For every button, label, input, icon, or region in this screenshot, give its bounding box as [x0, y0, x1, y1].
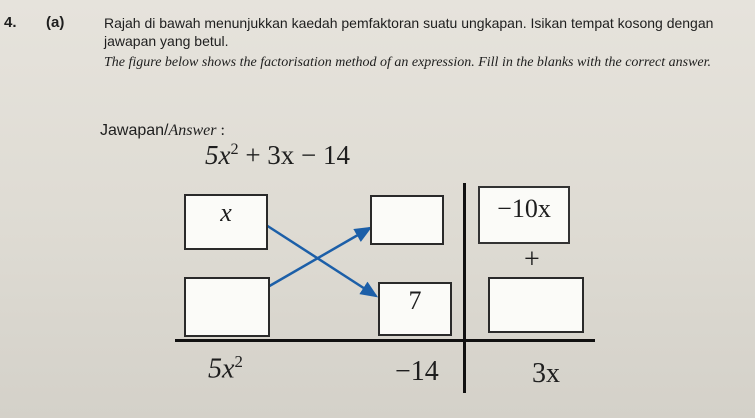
plus-sign: + — [524, 244, 540, 275]
result-mid: −14 — [395, 356, 439, 387]
question-number: 4. — [4, 14, 17, 31]
expression-term-a: 5x — [205, 140, 231, 170]
product-top-coeff: −10x — [497, 194, 551, 223]
answer-label-colon: : — [216, 122, 225, 139]
instruction-english: The figure below shows the factorisation method of an expression. Fill in the blanks with the correct answer. — [104, 55, 712, 70]
arrow-bottom-to-top — [266, 228, 370, 288]
factor-box-bottom-left[interactable] — [184, 277, 270, 337]
expression-exponent: 2 — [230, 140, 239, 158]
result-left-exponent: 2 — [234, 352, 243, 371]
instruction-malay-line2: jawapan yang betul. — [104, 33, 229, 49]
expression-rest: + 3x − 14 — [238, 140, 351, 170]
result-left — [208, 352, 243, 385]
vertical-divider — [463, 183, 466, 393]
factor-box-top-right[interactable] — [370, 195, 444, 245]
product-box-bottom[interactable] — [488, 277, 584, 333]
result-right: 3x — [532, 358, 560, 389]
product-top — [478, 194, 570, 224]
instruction-malay-line1: Rajah di bawah menunjukkan kaedah pemfaktoran suatu ungkapan. Isikan tempat kosong dengan — [104, 15, 714, 31]
answer-label-malay: Jawapan/ — [100, 122, 169, 139]
horizontal-divider — [175, 339, 595, 342]
result-left-term: 5x — [208, 353, 235, 385]
arrow-top-to-bottom — [266, 225, 376, 296]
answer-label-english: Answer — [168, 122, 217, 139]
factor-top-left: x — [220, 198, 232, 227]
factor-bottom-right: 7 — [408, 286, 422, 315]
question-part: (a) — [46, 14, 65, 31]
